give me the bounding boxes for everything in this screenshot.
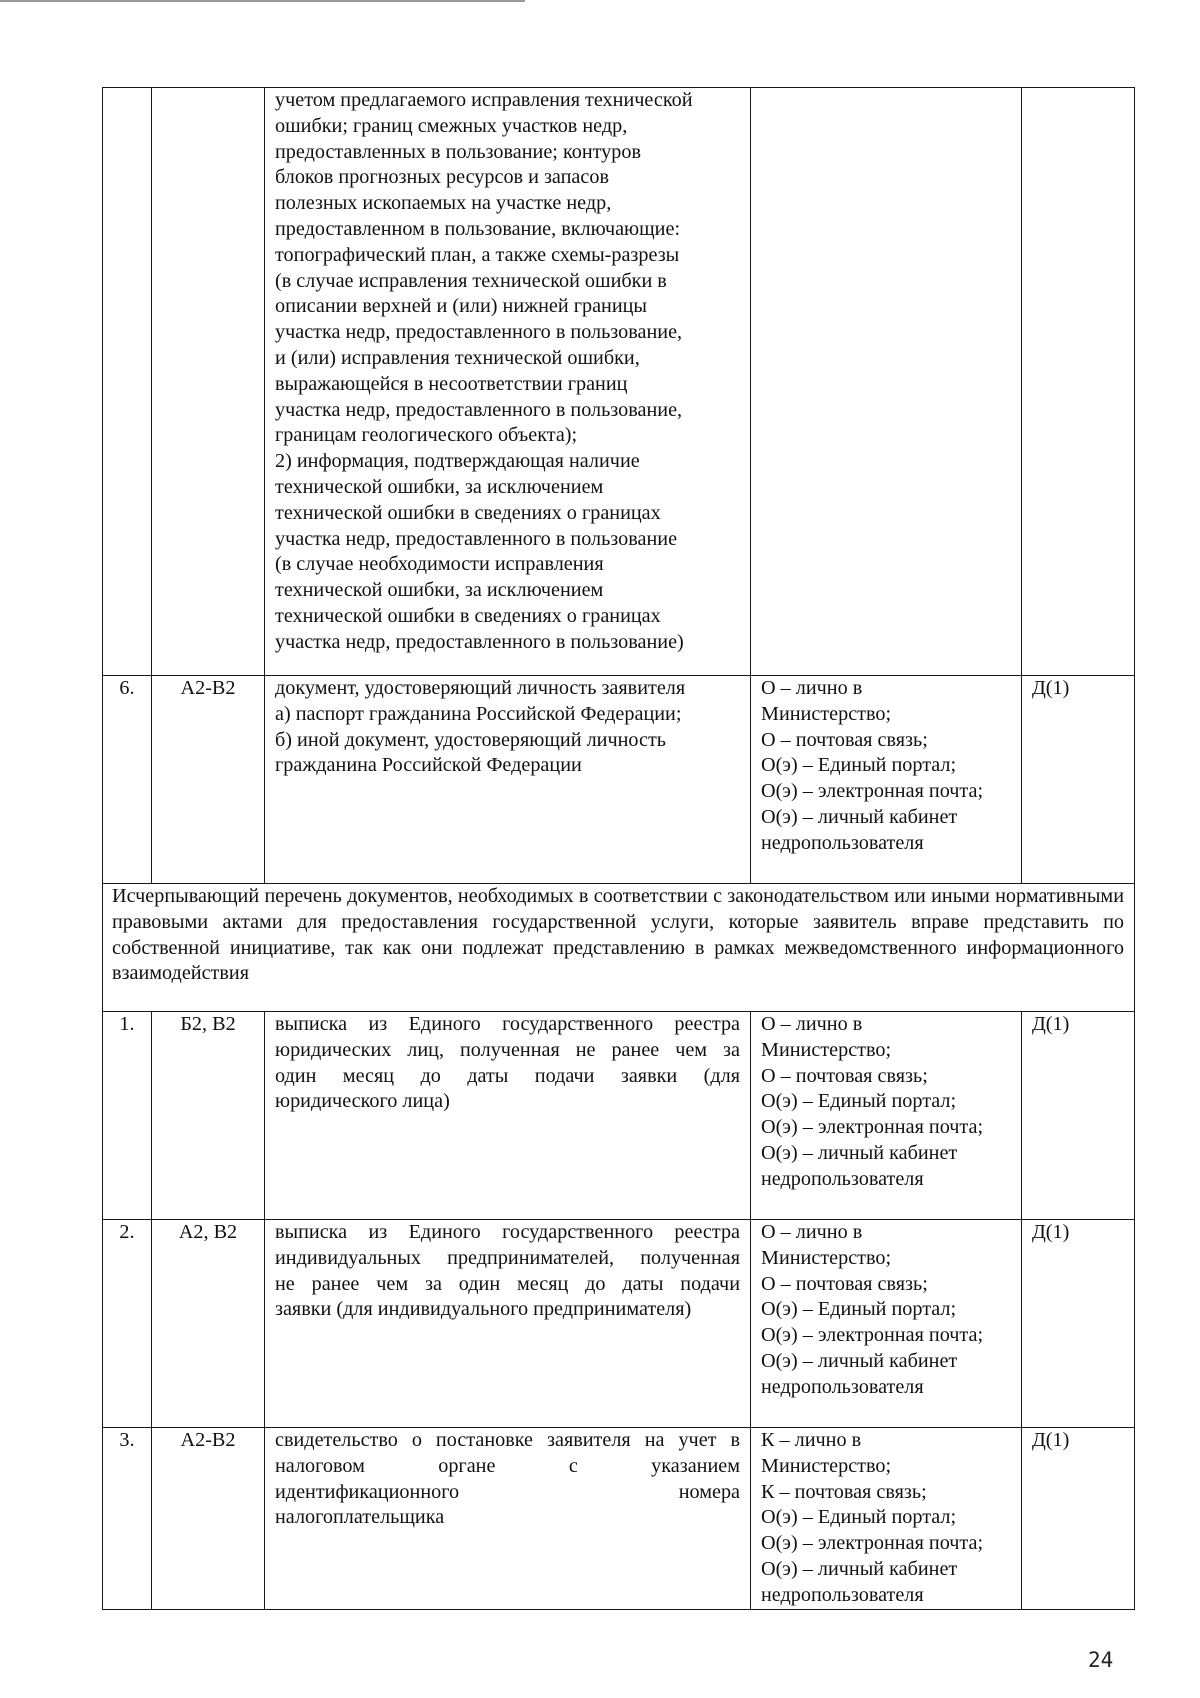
text-line: описании верхней и (или) нижней границы bbox=[275, 295, 648, 318]
table-row-continuation bbox=[103, 88, 1135, 676]
text-line: участка недр, предоставленного в пользование) bbox=[275, 630, 684, 653]
text-line: учетом предлагаемого исправления технической bbox=[275, 89, 693, 111]
text-line: выражающейся в несоответствии границ bbox=[275, 372, 628, 395]
cell-form: Д(1) bbox=[1022, 676, 1135, 884]
cell-method bbox=[751, 676, 1022, 884]
text-line: юридического лица) bbox=[275, 1090, 450, 1113]
text-line: О(э) – личный кабинет bbox=[761, 1349, 958, 1372]
text-line: индивидуальных предпринимателей, полученная bbox=[275, 1246, 740, 1269]
text-line: выписка из Единого государственного реестра bbox=[275, 1013, 740, 1035]
text-line: Министерство; bbox=[761, 1246, 892, 1269]
text-line: ошибки; границ смежных участков недр, bbox=[275, 114, 628, 137]
row-number: 1. bbox=[103, 1012, 152, 1220]
text-line: недропользователя bbox=[761, 831, 924, 854]
table-row bbox=[103, 1220, 1135, 1428]
section-heading: Исчерпывающий перечень документов, необходимых в соответствии с законодательством или иными нормативными правовыми актами для предоставления государственной услуги, которые заявитель вправе представить по собственной инициативе, так как они подлежат представлению в рамках межведомственного информационного взаимодействия bbox=[112, 885, 1124, 985]
text-line: один месяц до даты подачи заявки (для bbox=[275, 1064, 740, 1087]
text-line: О(э) – Единый портал; bbox=[761, 754, 957, 777]
text-line: участка недр, предоставленного в пользование, bbox=[275, 321, 683, 344]
text-line: Министерство; bbox=[761, 1454, 892, 1477]
cell-num bbox=[103, 88, 152, 676]
cell-code bbox=[152, 88, 265, 676]
text-line: О – лично в bbox=[761, 1221, 863, 1243]
cell-method bbox=[751, 1428, 1022, 1610]
text-line: выписка из Единого государственного реестра bbox=[275, 1221, 740, 1243]
table-row-6 bbox=[103, 676, 1135, 884]
text-line: О – почтовая связь; bbox=[761, 1272, 928, 1295]
text-line: документ, удостоверяющий личность заявителя bbox=[275, 677, 686, 699]
cell-form: Д(1) bbox=[1022, 1012, 1135, 1220]
text-line: недропользователя bbox=[761, 1583, 924, 1606]
text-line: а) паспорт гражданина Российской Федерации; bbox=[275, 702, 682, 725]
text-line: О(э) – электронная почта; bbox=[761, 780, 984, 803]
cell-method bbox=[751, 88, 1022, 676]
row-code: А2-В2 bbox=[152, 1428, 265, 1610]
text-line: О(э) – Единый портал; bbox=[761, 1298, 957, 1321]
text-line: юридических лиц, полученная не ранее чем за bbox=[275, 1038, 740, 1061]
cell-description bbox=[265, 676, 751, 884]
text-line: топографический план, а также схемы-разрезы bbox=[275, 243, 680, 266]
text-line: технической ошибки, за исключением bbox=[275, 579, 604, 602]
text-line: участка недр, предоставленного в пользование bbox=[275, 527, 678, 550]
text-line: предоставленных в пользование; контуров bbox=[275, 140, 641, 163]
cell-form bbox=[1022, 88, 1135, 676]
table-row bbox=[103, 1428, 1135, 1610]
row-code: А2-В2 bbox=[152, 676, 265, 884]
text-line: технической ошибки в сведениях о границах bbox=[275, 604, 661, 627]
row-code: А2, В2 bbox=[152, 1220, 265, 1428]
text-line: технической ошибки, за исключением bbox=[275, 475, 604, 498]
text-line: О – лично в bbox=[761, 677, 863, 699]
text-line: не ранее чем за один месяц до даты подачи bbox=[275, 1272, 740, 1295]
text-line: О – почтовая связь; bbox=[761, 728, 928, 751]
cell-form: Д(1) bbox=[1022, 1428, 1135, 1610]
text-line: свидетельство о постановке заявителя на учет в bbox=[275, 1429, 740, 1451]
table-row bbox=[103, 1012, 1135, 1220]
row-code: Б2, В2 bbox=[152, 1012, 265, 1220]
text-line: (в случае исправления технической ошибки в bbox=[275, 269, 667, 292]
text-line: участка недр, предоставленного в пользование, bbox=[275, 398, 683, 421]
text-line: О(э) – электронная почта; bbox=[761, 1324, 984, 1347]
text-line: заявки (для индивидуального предпринимателя) bbox=[275, 1298, 692, 1321]
text-line: (в случае необходимости исправления bbox=[275, 553, 604, 576]
section-heading-row bbox=[103, 884, 1135, 1012]
text-line: б) иной документ, удостоверяющий личность bbox=[275, 728, 666, 751]
text-line: полезных ископаемых на участке недр, bbox=[275, 192, 612, 215]
cell-form: Д(1) bbox=[1022, 1220, 1135, 1428]
cell-description bbox=[265, 1012, 751, 1220]
row-number: 2. bbox=[103, 1220, 152, 1428]
text-line: недропользователя bbox=[761, 1167, 924, 1190]
text-line: О – лично в bbox=[761, 1013, 863, 1035]
cell-description bbox=[265, 1428, 751, 1610]
text-line: технической ошибки в сведениях о границах bbox=[275, 501, 661, 524]
text-line: О – почтовая связь; bbox=[761, 1064, 928, 1087]
text-line: налогоплательщика bbox=[275, 1506, 445, 1529]
text-line: О(э) – электронная почта; bbox=[761, 1532, 984, 1555]
text-line: гражданина Российской Федерации bbox=[275, 754, 582, 777]
cell-method bbox=[751, 1220, 1022, 1428]
text-line: налоговом органе с указанием bbox=[275, 1454, 740, 1477]
text-line: О(э) – электронная почта; bbox=[761, 1116, 984, 1139]
row-number: 6. bbox=[103, 676, 152, 884]
cell-method bbox=[751, 1012, 1022, 1220]
cell-description bbox=[265, 88, 751, 676]
text-line: недропользователя bbox=[761, 1375, 924, 1398]
text-line: К – лично в bbox=[761, 1429, 862, 1451]
text-line: предоставленном в пользование, включающие: bbox=[275, 217, 681, 240]
cell-description bbox=[265, 1220, 751, 1428]
text-line: границам геологического объекта); bbox=[275, 424, 578, 447]
section-heading-cell bbox=[103, 884, 1135, 1012]
page-number: 24 bbox=[1088, 1648, 1114, 1672]
text-line: О(э) – личный кабинет bbox=[761, 1141, 958, 1164]
text-line: О(э) – Единый портал; bbox=[761, 1506, 957, 1529]
text-line: и (или) исправления технической ошибки, bbox=[275, 346, 640, 369]
row-number: 3. bbox=[103, 1428, 152, 1610]
text-line: 2) информация, подтверждающая наличие bbox=[275, 450, 640, 473]
text-line: О(э) – личный кабинет bbox=[761, 1557, 958, 1580]
documents-table bbox=[102, 87, 1135, 1610]
text-line: О(э) – Единый портал; bbox=[761, 1090, 957, 1113]
text-line: Министерство; bbox=[761, 1038, 892, 1061]
text-line: Министерство; bbox=[761, 702, 892, 725]
text-line: К – почтовая связь; bbox=[761, 1480, 927, 1503]
text-line: блоков прогнозных ресурсов и запасов bbox=[275, 166, 609, 189]
scan-edge-line bbox=[0, 0, 525, 2]
text-line: О(э) – личный кабинет bbox=[761, 805, 958, 828]
text-line: идентификационного номера bbox=[275, 1480, 740, 1503]
